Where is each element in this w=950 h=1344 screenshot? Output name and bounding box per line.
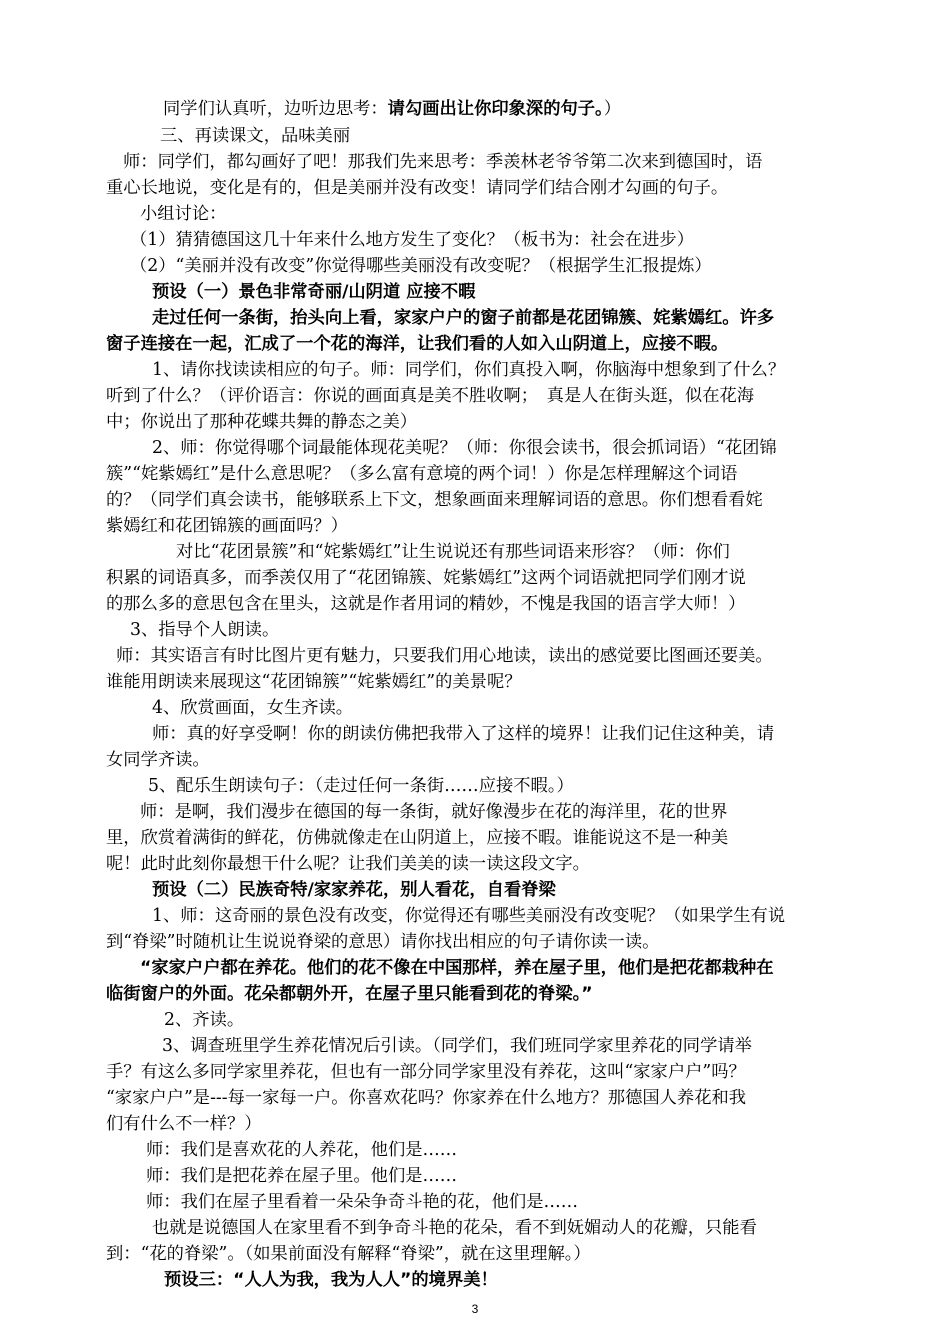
text-line-43: 师：我们在屋子里看着一朵朵争奇斗艳的花，他们是…… (146, 1192, 579, 1212)
page-number: 3 (471, 1302, 479, 1316)
text-line-40: 们有什么不一样？） (106, 1114, 262, 1134)
text-line-15: 簇”“姹紫嫣红”是什么意思呢？（多么富有意境的两个词！）你是怎样理解这个词语 (106, 464, 738, 484)
text-line-14: 2、师：你觉得哪个词最能体现花美呢？（师：你很会读书，很会抓词语）“花团锦 (152, 438, 777, 458)
text-line-7: （2）“美丽并没有改变”你觉得哪些美丽没有改变呢？（根据学生汇报提炼） (130, 256, 712, 276)
text-line-21: 3、指导个人朗读。 (130, 620, 280, 640)
quote-line-1: 走过任何一条街，抬头向上看，家家户户的窗子前都是花团锦簇、姹紫嫣红。许多 (152, 308, 775, 328)
text-line-1: 同学们认真听，边听边思考：请勾画出让你印象深的句子。） (163, 99, 621, 119)
quote-line-2: 窗子连接在一起，汇成了一个花的海洋，让我们看的人如入山阴道上，应接不暇。 (106, 334, 729, 354)
text-line-28: 师：是啊，我们漫步在德国的每一条街，就好像漫步在花的海洋里，花的世界 (140, 802, 728, 822)
quote-line-3: “家家户户都在养花。他们的花不像在中国那样，养在屋子里，他们是把花都栽种在 (140, 958, 774, 978)
text-line-16: 的？（同学们真会读书，能够联系上下文，想象画面来理解词语的意思。你们想看看姹 (106, 490, 763, 510)
preset-heading-1: 预设（一）景色非常奇丽/山阴道 应接不暇 (152, 282, 476, 302)
text-line-37: 3、调查班里学生养花情况后引读。（同学们，我们班同学家里养花的同学请举 (162, 1036, 752, 1056)
quote-line-4: 临街窗户的外面。花朵都朝外开，在屋子里只能看到花的脊梁。” (106, 984, 593, 1004)
text-line-39: “家家户户”是---每一家每一户。你喜欢花吗？你家养在什么地方？那德国人养花和我 (106, 1088, 747, 1108)
text-line-18: 对比“花团景簇”和“姹紫嫣红”让生说说还有那些词语来形容？（师：你们 (176, 542, 730, 562)
text-line-42: 师：我们是把花养在屋子里。他们是…… (146, 1166, 458, 1186)
text-line-29: 里，欣赏着满街的鲜花，仿佛就像走在山阴道上，应接不暇。谁能说这不是一种美 (106, 828, 729, 848)
text-line-11: 1、请你找读读相应的句子。师：同学们，你们真投入啊，你脑海中想象到了什么？ (152, 360, 786, 380)
text-line-19: 积累的词语真多，而季羡仅用了“花团锦簇、姹紫嫣红”这两个词语就把同学们刚才说 (106, 568, 746, 588)
text-line-22: 师：其实语言有时比图片更有魅力，只要我们用心地读，读出的感觉要比图画还要美。 (116, 646, 773, 666)
text-line-32: 1、师：这奇丽的景色没有改变，你觉得还有哪些美丽没有改变呢？（如果学生有说 (152, 906, 786, 926)
preset-heading-2: 预设（二）民族奇特/家家养花，别人看花，自看脊梁 (152, 880, 556, 900)
text-line-27: 5、配乐生朗读句子：（走过任何一条街……应接不暇。） (148, 776, 574, 796)
text-line-12: 听到了什么？（评价语言：你说的画面真是美不胜收啊； 真是人在街头逛，似在花海 (106, 386, 755, 406)
section-heading: 三、再读课文，品味美丽 (160, 126, 351, 146)
text-line-24: 4、欣赏画面，女生齐读。 (152, 698, 354, 718)
text-line-38: 手？有这么多同学家里养花，但也有一部分同学家里没有养花，这叫“家家户户”吗？ (106, 1062, 746, 1082)
text-line-3: 师：同学们，都勾画好了吧！那我们先来思考：季羡林老爷爷第二次来到德国时，语 (123, 152, 763, 172)
text-line-36: 2、齐读。 (164, 1010, 245, 1030)
text-line-13: 中；你说出了那种花蝶共舞的静态之美） (106, 412, 418, 432)
text-line-5: 小组讨论： (140, 204, 227, 224)
text-line-30: 呢！此时此刻你最想干什么呢？让我们美美的读一读这段文字。 (106, 854, 590, 874)
text-line-20: 的那么多的意思包含在里头，这就是作者用词的精妙，不愧是我国的语言学大师！） (106, 594, 746, 614)
text-line-17: 紫嫣红和花团锦簇的画面吗？） (106, 516, 348, 536)
text-line-33: 到“脊梁”时随机让生说说脊梁的意思）请你找出相应的句子请你读一读。 (106, 932, 660, 952)
text-line-6: （1）猜猜德国这几十年来什么地方发生了变化？（板书为：社会在进步） (130, 230, 694, 250)
text-line-4: 重心长地说，变化是有的，但是美丽并没有改变！请同学们结合刚才勾画的句子。 (106, 178, 729, 198)
text-line-26: 女同学齐读。 (106, 750, 210, 770)
text-line-45: 到：“花的脊梁”。（如果前面没有解释“脊梁”，就在这里理解。） (106, 1244, 591, 1264)
text-line-23: 谁能用朗读来展现这“花团锦簇”“姹紫嫣红”的美景呢？ (106, 672, 522, 692)
text-line-25: 师：真的好享受啊！你的朗读仿佛把我带入了这样的境界！让我们记住这种美，请 (152, 724, 775, 744)
text-line-41: 师：我们是喜欢花的人养花，他们是…… (146, 1140, 458, 1160)
preset-heading-3: 预设三：“人人为我，我为人人”的境界美！ (164, 1270, 498, 1290)
text-line-44: 也就是说德国人在家里看不到争奇斗艳的花朵，看不到妩媚动人的花瓣，只能看 (152, 1218, 757, 1238)
